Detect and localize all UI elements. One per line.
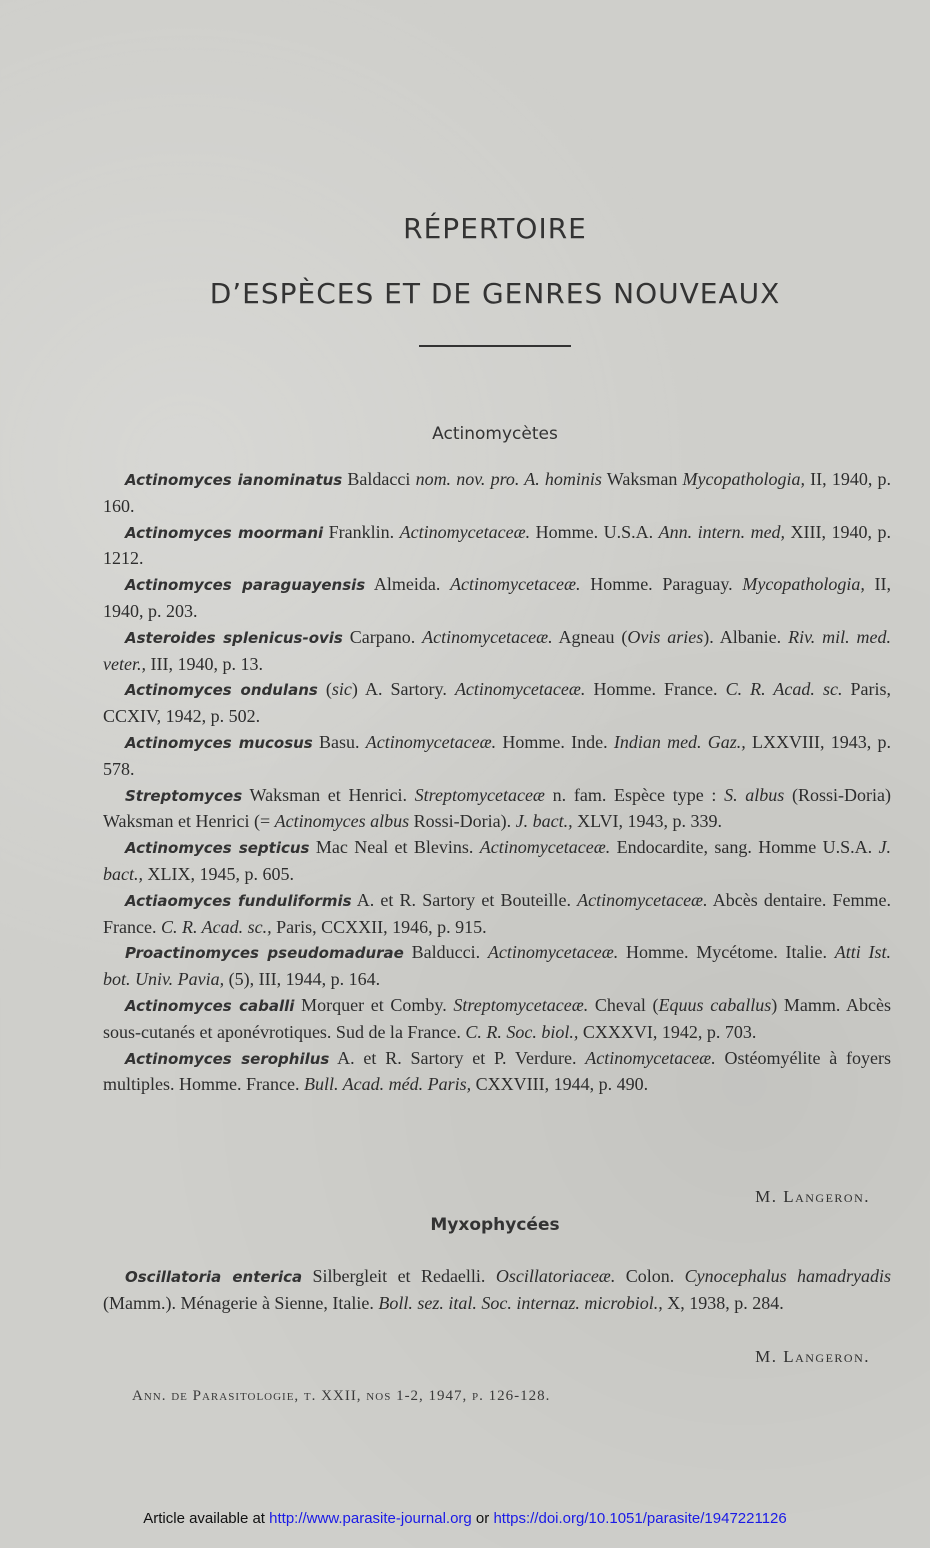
entry-italic: Actinomycetaceæ. (399, 521, 531, 542)
genus-name: Actinomyces caballi (125, 996, 295, 1015)
footer-middle: or (471, 1510, 494, 1527)
entry-italic: C. R. Acad. sc., (160, 916, 272, 937)
entry (103, 940, 891, 993)
entry-text: Balducci. (403, 942, 488, 963)
entry-text: Homme. France. (585, 679, 726, 700)
entry-italic: S. albus (724, 784, 785, 805)
entry-text: Waksman (601, 469, 683, 489)
entry-text: ) A. Sartory. (351, 679, 455, 700)
article-footer (0, 1510, 930, 1527)
entry-text: XLIX, 1945, p. 605. (143, 863, 294, 884)
entry (103, 730, 891, 783)
entry-text: Mac Neal et Blevins. (309, 837, 480, 858)
entry-italic: Actinomyces albus (274, 811, 410, 832)
entry-text: CXXVIII, 1944, p. 490. (471, 1074, 649, 1095)
entry-text: Ostéomyélite à foyers multiples. Homme. France. (103, 1047, 891, 1095)
entry-italic: J. bact., (103, 837, 891, 884)
entry-text: Homme. Paraguay. (580, 574, 743, 595)
entry (103, 572, 891, 625)
entries-actinomycetes (103, 467, 891, 1098)
entry-italic: Riv. mil. med. veter., (103, 626, 892, 674)
entry (103, 520, 891, 573)
genus-name: Actinomyces mucosus (125, 733, 313, 752)
entry (103, 1046, 891, 1099)
entry (103, 625, 891, 678)
entry-italic: Atti Ist. bot. Univ. Pavia, (103, 942, 891, 990)
entry-italic: Mycopathologia, (742, 574, 865, 595)
entry-text: III, 1940, p. 13. (145, 653, 263, 674)
entry-text: Rossi-Doria). (409, 811, 516, 832)
entry (103, 783, 891, 836)
entry-text: Waksman et Henrici. (242, 784, 415, 805)
entry-italic: Actinomycetaceæ. (585, 1047, 716, 1068)
author-signature: M. Langeron. (755, 1187, 870, 1206)
footer-prefix: Article available at (143, 1510, 270, 1527)
entry-italic: C. R. Acad. sc. (725, 679, 843, 700)
entry-text: Endocardite, sang. Homme U.S.A. (610, 837, 879, 858)
genus-name: Actinomyces ondulans (125, 681, 318, 700)
entry (103, 835, 891, 888)
entry-italic: Actinomycetaceæ. (577, 889, 708, 910)
entry-text: II, 1940, p. 160. (103, 469, 891, 516)
genus-name: Actinomyces moormani (125, 523, 324, 542)
entry-text: n. fam. Espèce type : (544, 784, 725, 805)
journal-reference: Ann. de Parasitologie, t. XXII, nos 1-2, 1947, p. 126-128. (132, 1388, 551, 1404)
entry-italic: Bull. Acad. méd. Paris, (303, 1074, 472, 1095)
entry (103, 993, 891, 1046)
entry-italic: Streptomycetaceæ. (453, 994, 589, 1015)
title-divider (419, 345, 571, 347)
entry-text: (Mamm.). Ménagerie à Sienne, Italie. (103, 1292, 379, 1313)
entry-text: X, 1938, p. 284. (662, 1292, 784, 1313)
doi-link[interactable]: https://doi.org/10.1051/parasite/1947221126 (493, 1510, 787, 1527)
entry-text: LXXVIII, 1943, p. 578. (103, 731, 891, 779)
entry-text: Baldacci (342, 469, 416, 489)
entry-text: Homme. Mycétome. Italie. (618, 942, 835, 963)
entry-text: Homme. U.S.A. (530, 521, 659, 542)
entry-text: Morquer et Comby. (294, 994, 454, 1015)
entry-text: Colon. (615, 1266, 685, 1286)
entry-italic: Actinomycetaceæ. (365, 731, 497, 752)
entry-text: XLVI, 1943, p. 339. (572, 811, 722, 832)
page-title-line2: D’ESPÈCES ET DE GENRES NOUVEAUX (209, 277, 781, 310)
entry-italic: Indian med. Gaz., (613, 731, 746, 752)
entry-italic: Boll. sez. ital. Soc. internaz. microbiol., (378, 1292, 663, 1313)
page-title-line1: RÉPERTOIRE (403, 212, 587, 245)
genus-name: Asteroides splenicus-ovis (125, 628, 343, 647)
genus-name: Oscillatoria enterica (125, 1268, 303, 1286)
entry-text: A. et R. Sartory et Bouteille. (351, 889, 578, 910)
section-heading-myxophycees: Myxophycées (430, 1215, 560, 1235)
entry-text: II, 1940, p. 203. (103, 574, 891, 621)
entry-text: ( (317, 679, 332, 700)
entry (103, 1264, 891, 1317)
entry-italic: Actinomycetaceæ. (487, 942, 619, 963)
entry-text: Franklin. (323, 521, 400, 542)
entry-italic: Actinomycetaceæ. (454, 679, 586, 700)
entry-italic: Actinomycetaceæ. (450, 574, 581, 595)
entry-italic: Equus caballus (658, 994, 772, 1015)
entry (103, 467, 891, 520)
entry-italic: Streptomycetaceæ (414, 784, 545, 805)
entry-text: (Rossi-Doria) Waksman et Henrici (= (103, 784, 891, 832)
genus-name: Proactinomyces pseudomadurae (125, 944, 404, 963)
entry-text: Cheval ( (588, 994, 659, 1015)
entry-text: XIII, 1940, p. 1212. (103, 521, 892, 569)
entry (103, 677, 891, 730)
entry-text: Agneau ( (552, 626, 628, 647)
entry-italic: Cynocephalus hamadryadis (684, 1266, 891, 1286)
entry-italic: Actinomycetaceæ. (479, 837, 611, 858)
author-signature: M. Langeron. (755, 1347, 870, 1366)
section-heading-actinomycetes: Actinomycètes (432, 424, 558, 444)
genus-name: Actinomyces ianominatus (125, 471, 343, 489)
entry-italic: Ann. intern. med, (658, 521, 786, 542)
genus-name: Actiaomyces funduliformis (125, 891, 352, 910)
entry-text: Paris, CCXXII, 1946, p. 915. (271, 916, 487, 937)
entry-italic: J. bact., (515, 811, 573, 832)
entry-text: Basu. (312, 731, 366, 752)
entry-text: Paris, CCXIV, 1942, p. 502. (103, 679, 892, 727)
entry (103, 888, 891, 941)
entry-text: ) Mamm. Abcès sous-cutanés et aponévrotiques. Sud de la France. (103, 994, 892, 1042)
entry-text: CXXXVI, 1942, p. 703. (578, 1021, 757, 1042)
entry-italic: Mycopathologia, (682, 469, 805, 489)
entry-text: A. et R. Sartory et P. Verdure. (329, 1047, 586, 1068)
genus-name: Actinomyces serophilus (125, 1049, 330, 1068)
entry-text: ). Albanie. (703, 626, 789, 647)
genus-name: Streptomyces (125, 786, 243, 805)
genus-name: Actinomyces paraguayensis (125, 576, 366, 595)
entry-text: Silbergleit et Redaelli. (302, 1266, 496, 1286)
entry-text: Abcès dentaire. Femme. France. (103, 889, 891, 937)
entry-italic: Oscillatoriaceæ. (495, 1266, 616, 1286)
entry-text: Carpano. (342, 626, 423, 647)
entry-italic: C. R. Soc. biol., (465, 1021, 579, 1042)
entry-text: (5), III, 1944, p. 164. (224, 969, 381, 990)
entry-italic: sic (331, 679, 352, 700)
genus-name: Actinomyces septicus (125, 839, 310, 858)
entry-italic: Ovis aries (627, 626, 704, 647)
entry-italic: nom. nov. pro. A. hominis (415, 469, 602, 489)
entries-myxophycees (103, 1264, 891, 1317)
entry-text: Almeida. (365, 574, 451, 595)
entry-text: Homme. Inde. (496, 731, 614, 752)
journal-link[interactable]: http://www.parasite-journal.org (269, 1510, 472, 1527)
entry-italic: Actinomycetaceæ. (422, 626, 553, 647)
